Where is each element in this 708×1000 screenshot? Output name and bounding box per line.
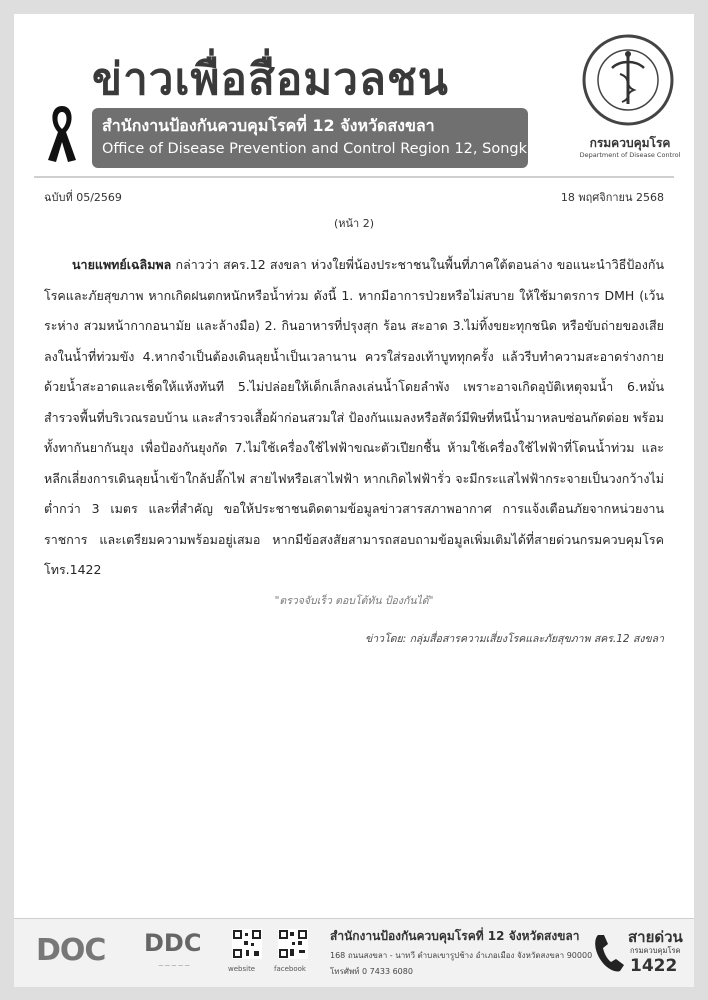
- byline: ข่าวโดย: กลุ่มสื่อสารความเสี่ยงโรคและภัยสุขภาพ สคร.12 สงขลา: [365, 633, 664, 645]
- press-release-page: [14, 14, 694, 986]
- speaker-name: นายแพทย์เฉลิมพล: [72, 257, 172, 272]
- hotline-label: สายด่วน: [628, 928, 683, 946]
- hotline-number: 1422: [630, 956, 678, 976]
- body-text: กล่าวว่า สคร.12 สงขลา ห่วงใยพี่น้องประชาชนในพื้นที่ภาคใต้ตอนล่าง ขอแนะนำวิธีป้องกันโรคและภัยสุขภาพ หากเกิดฝนตกหนักหรือน้ำท่วม ดังนี้ 1. หากมีอาการป่วยหรือไม่สบาย ให้ใช้มาตรการ DMH (เว้นระห่าง สวมหน้ากากอนามัย และล้างมือ) 2. กินอาหารที่ปรุงสุก ร้อน สะอาด 3.ไม่ทิ้งขยะทุกชนิด หรือขับถ่ายของเสียลงในน้ำที่ท่วมขัง 4.หากจำเป็นต้องเดินลุยน้ำเป็นเวลานาน ควรใส่รองเท้าบูททุกครั้ง แล้วรีบทำความสะอาดร่างกายด้วยน้ำสะอาดและเช็ดให้แห้งทันที 5.ไม่ปล่อยให้เด็กเล็กลงเล่นน้ำโดยลำพัง เพราะอาจเกิดอุบัติเหตุจมน้ำ 6.หมั่นสำรวจพื้นที่บริเวณรอบบ้าน และสำรวจเสื้อผ้าก่อนสวมใส่ ป้องกันแมลงหรือสัตว์มีพิษที่หนีน้ำมาหลบซ่อนกัดต่อย พร้อมทั้งทากันยากันยุง เพื่อป้องกันยุงกัด 7.ไม่ใช้เครื่องใช้ไฟฟ้าขณะตัวเปียกชื้น ห้ามใช้เครื่องใช้ไฟฟ้าที่โดนน้ำท่วม และหลีกเลี่ยงการเดินลุยน้ำเข้าใกล้ปลั๊กไฟ สายไฟหรือเสาไฟฟ้า หากเกิดไฟฟ้ารั่ว จะมีกระแสไฟฟ้ากระจายเป็นวงกว้างไม่ต่ำกว่า 3 เมตร และที่สำคัญ ขอให้ประชาชนติดตามข้อมูลข่าวสารสภาพอากาศ การแจ้งเตือนภัยจากหน่วยงานราชการ และเตรียมความพร้อมอยู่เสมอ หากมีข้อสงสัยสามารถสอบถามข้อมูลเพิ่มเติมได้ที่สายด่วนกรมควบคุมโรค โทร.1422: [44, 257, 664, 577]
- hotline-sub: กรมควบคุมโรค: [630, 946, 681, 955]
- org-banner: [92, 108, 550, 168]
- footer-org-name: สำนักงานป้องกันควบคุมโรคที่ 12 จังหวัดสงขลา: [330, 929, 580, 943]
- headline: ข่าวเพื่อสื่อมวลชน: [92, 54, 449, 105]
- footer-phone: โทรศัพท์ 0 7433 6080: [330, 967, 413, 976]
- website-qr-icon[interactable]: [232, 929, 262, 959]
- hotline-badge: [590, 923, 690, 983]
- slogan: "ตรวจจับเร็ว ตอบโต้ทัน ป้องกันได้": [274, 595, 434, 607]
- body-paragraph: [44, 250, 664, 586]
- page-number: (หน้า 2): [333, 217, 375, 230]
- org-name-en: Office of Disease Prevention and Control Region 12, Songkhla: [102, 141, 550, 157]
- ddc-logo: DDC: [144, 929, 202, 957]
- header-divider: [34, 176, 674, 178]
- org-name-th: สำนักงานป้องกันควบคุมโรคที่ 12 จังหวัดสงขลา: [102, 116, 435, 135]
- footer-address: 168 ถนนสงขลา - นาทวี ตำบลเขารูปช้าง อำเภอเมือง จังหวัดสงขลา 90000: [330, 951, 593, 960]
- doc-logo: DOC: [36, 933, 106, 968]
- ministry-seal-icon: [582, 34, 674, 126]
- facebook-label: facebook: [274, 965, 306, 973]
- department-name-th: กรมควบคุมโรค: [589, 136, 671, 150]
- issue-number: ฉบับที่ 05/2569: [44, 191, 122, 204]
- phone-icon: [592, 931, 626, 975]
- facebook-qr-icon[interactable]: [278, 929, 308, 959]
- department-name-en: Department of Disease Control: [579, 151, 681, 159]
- footer: [14, 918, 694, 987]
- website-label: website: [228, 965, 256, 973]
- mourning-ribbon-icon: [44, 102, 80, 164]
- release-date: 18 พฤศจิกายน 2568: [560, 191, 664, 204]
- ddc-logo-sub: — — — — —: [158, 963, 190, 969]
